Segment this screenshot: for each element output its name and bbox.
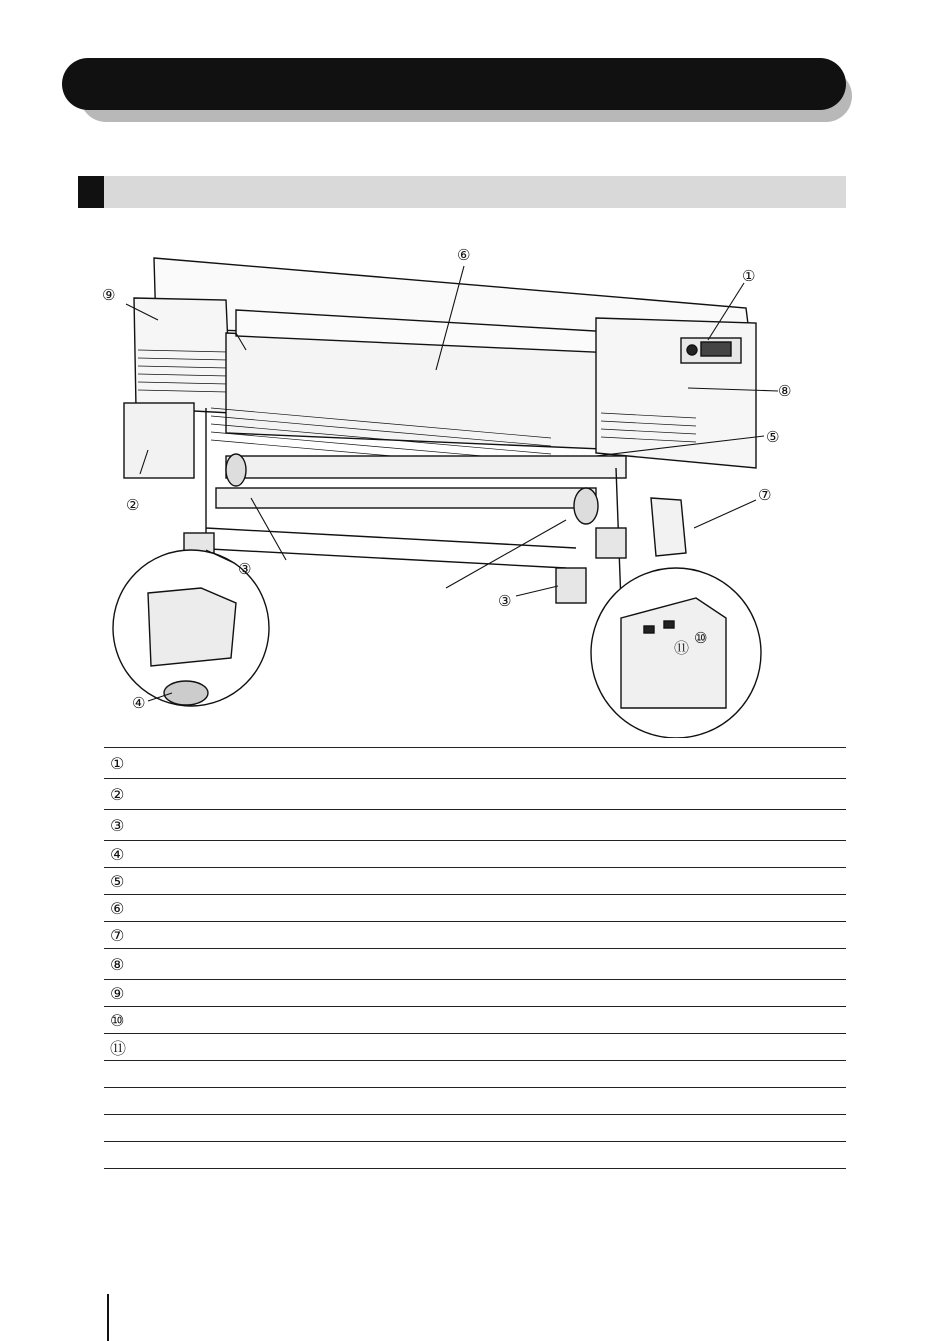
row-number: ⑤ [110, 871, 125, 891]
row-number: ⑥ [110, 898, 125, 918]
row-number: ⑩ [110, 1010, 125, 1030]
callout-10: ⑩ [694, 629, 708, 647]
parts-row [104, 748, 846, 779]
section-heading-bar [78, 176, 846, 208]
callout-8: ⑧ [778, 382, 792, 400]
parts-row [104, 841, 846, 868]
parts-row [104, 922, 846, 949]
callout-6: ⑥ [457, 246, 471, 264]
row-number: ⑧ [110, 954, 125, 974]
callout-7: ⑦ [758, 486, 772, 504]
callout-2: ② [126, 496, 140, 514]
parts-row [104, 1142, 846, 1169]
callout-5: ⑤ [766, 428, 780, 446]
row-number: ③ [110, 815, 125, 835]
media-roller-lower [216, 488, 596, 508]
ink-cartridge-cabinet [124, 403, 194, 478]
callout-4: ④ [132, 694, 146, 712]
row-number: ⑨ [110, 983, 125, 1003]
waste-ink-bottle [651, 498, 686, 556]
section-heading-marker [78, 176, 104, 208]
callout-3-left: ③ [238, 560, 252, 578]
callout-9: ⑨ [102, 286, 116, 304]
callout-11: ⑪ [674, 639, 690, 657]
page-footer-rule [107, 1294, 109, 1341]
parts-row [104, 1007, 846, 1034]
parts-row [104, 1115, 846, 1142]
row-number: ④ [110, 844, 125, 864]
row-number: ① [110, 753, 125, 773]
parts-row [104, 949, 846, 980]
row-number: ⑪ [110, 1038, 127, 1058]
parts-row [104, 980, 846, 1007]
parts-row [104, 1061, 846, 1088]
parts-table [104, 747, 846, 1169]
callout-1: ① [742, 267, 756, 285]
parts-row [104, 779, 846, 810]
parts-row [104, 1088, 846, 1115]
parts-row [104, 1034, 846, 1061]
row-number: ② [110, 784, 125, 804]
chapter-title-bar [62, 58, 846, 110]
parts-row [104, 810, 846, 841]
media-roller-upper [226, 456, 626, 478]
parts-row [104, 868, 846, 895]
callout-3-right: ③ [498, 592, 512, 610]
printer-front-illustration [96, 238, 816, 738]
parts-row [104, 895, 846, 922]
row-number: ⑦ [110, 925, 125, 945]
